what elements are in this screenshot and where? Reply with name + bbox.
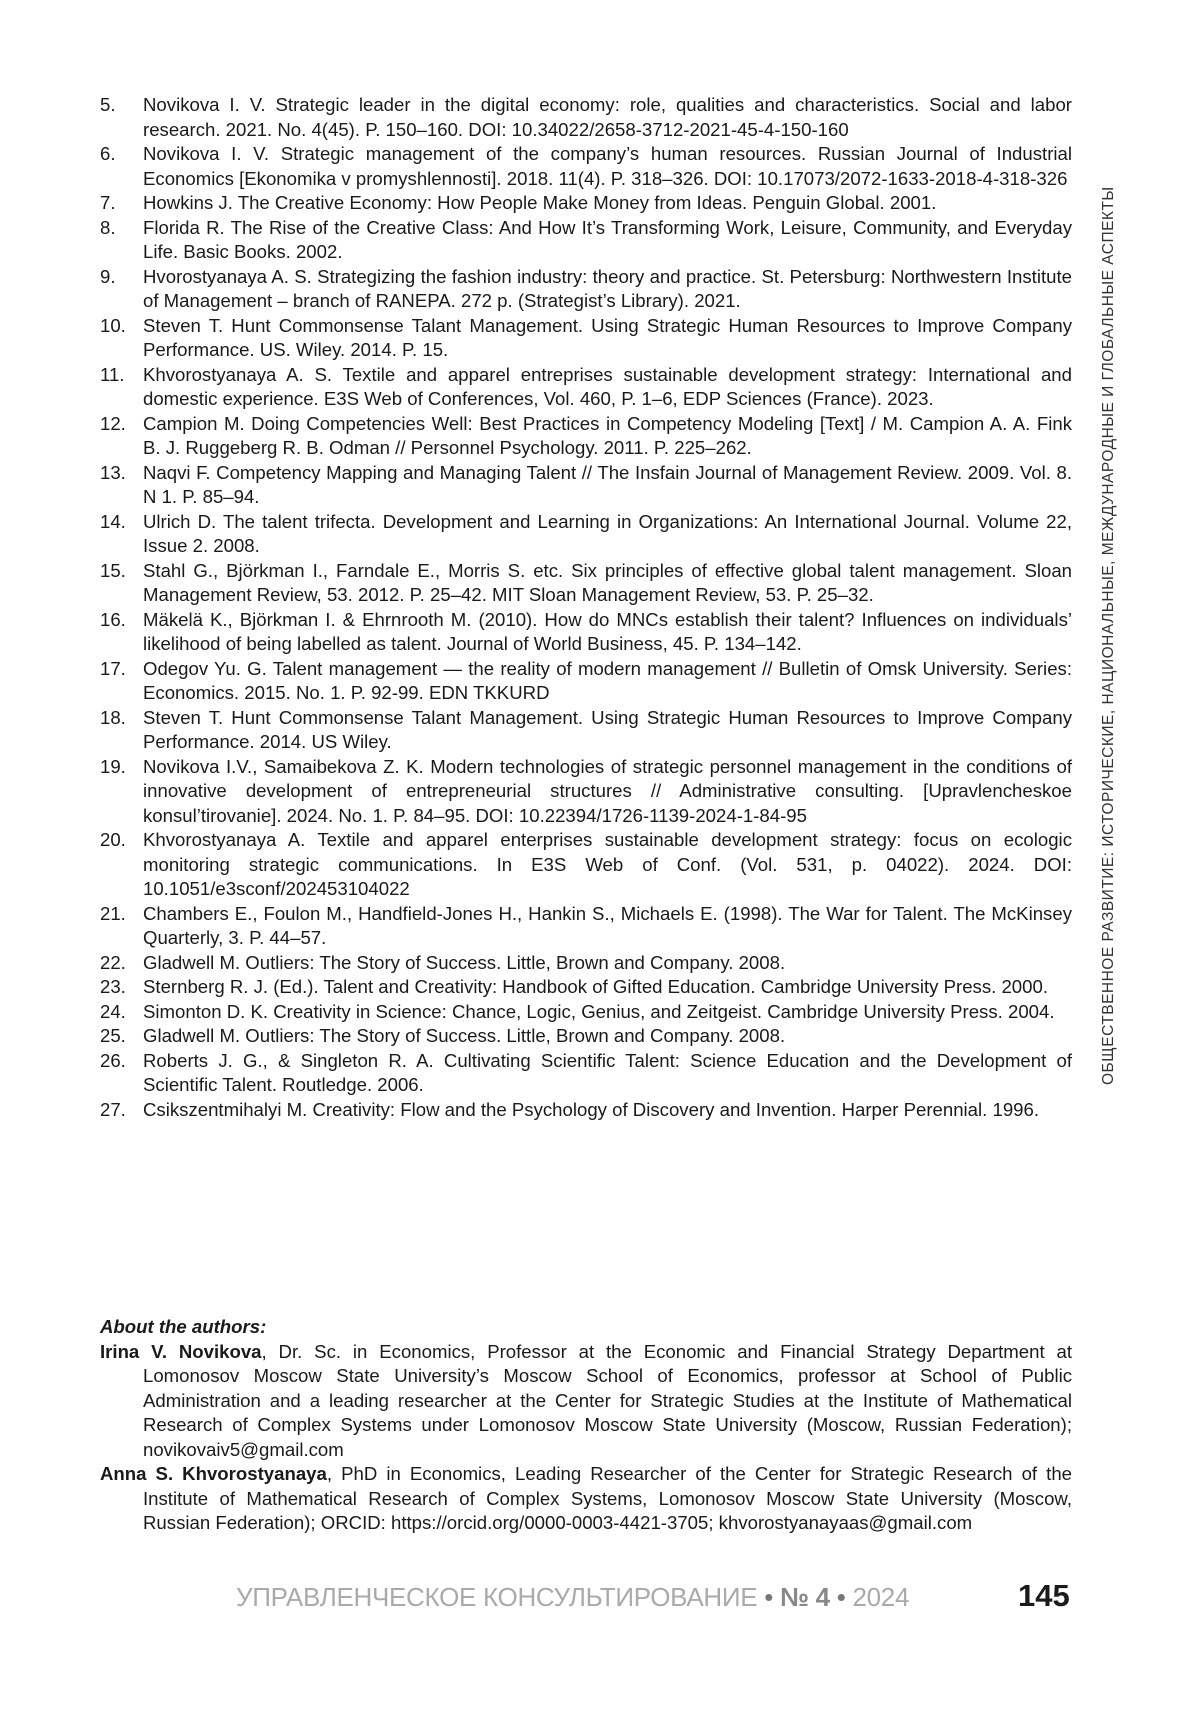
reference-item bbox=[100, 975, 1072, 1000]
reference-text: Ulrich D. The talent trifecta. Development and Learning in Organizations: An International Journal. Volume 22, Issue 2. 2008. bbox=[143, 510, 1072, 556]
reference-item bbox=[100, 265, 1072, 314]
reference-number: 24. bbox=[100, 1000, 126, 1022]
footer-separator: • bbox=[836, 1582, 846, 1612]
reference-item bbox=[100, 951, 1072, 976]
journal-footer bbox=[236, 1582, 909, 1613]
reference-item bbox=[100, 363, 1072, 412]
reference-number: 20. bbox=[100, 829, 126, 850]
reference-text: Roberts J. G., & Singleton R. A. Cultivating Scientific Talent: Science Education and the Development of Scientific Talent. Routledge. 2006. bbox=[143, 1049, 1072, 1095]
reference-number: 18. bbox=[100, 706, 126, 728]
reference-text: Steven T. Hunt Commonsense Talant Management. Using Strategic Human Resources to Improve Company Performance. US. Wiley. 2014. P. 15. bbox=[143, 314, 1072, 360]
reference-item bbox=[100, 314, 1072, 363]
reference-number: 23. bbox=[100, 976, 126, 997]
reference-item bbox=[100, 93, 1072, 142]
about-title: About the authors: bbox=[100, 1316, 267, 1337]
reference-item bbox=[100, 1098, 1072, 1123]
reference-item bbox=[100, 608, 1072, 657]
reference-text: Odegov Yu. G. Talent management — the reality of modern management // Bulletin of Omsk University. Series: Economics. 2015. No. 1. P. 92-99. EDN TKKURD bbox=[143, 657, 1072, 703]
reference-number: 21. bbox=[100, 902, 126, 924]
reference-text: Gladwell M. Outliers: The Story of Success. Little, Brown and Company. 2008. bbox=[143, 951, 786, 973]
reference-number: 10. bbox=[100, 314, 126, 336]
author-bio: , Dr. Sc. in Economics, Professor at the Economic and Financial Strategy Department at Lomonosov Moscow State University’s Moscow School of Economics, professor at School of Public Administration and a leading researcher at the Center for Strategic Studies at the Institute of Mathematical Research of Complex Systems under Lomonosov Moscow State University (Moscow, Russian Federation); novikovaiv5@gmail.com bbox=[143, 1340, 1072, 1460]
reference-text: Simonton D. K. Creativity in Science: Chance, Logic, Genius, and Zeitgeist. Cambridge University Press. 2004. bbox=[143, 1000, 1055, 1022]
reference-number: 5. bbox=[100, 94, 116, 115]
author-entry bbox=[100, 1340, 1072, 1463]
reference-item bbox=[100, 412, 1072, 461]
reference-item bbox=[100, 706, 1072, 755]
reference-item bbox=[100, 191, 1072, 216]
reference-item bbox=[100, 216, 1072, 265]
reference-item bbox=[100, 755, 1072, 829]
issue-number: № 4 bbox=[780, 1582, 830, 1612]
page-number: 145 bbox=[1018, 1578, 1070, 1613]
reference-text: Mäkelä K., Björkman I. & Ehrnrooth M. (2010). How do MNCs establish their talent? Influences on individuals’ likelihood of being labelled as talent. Journal of World Business, 45. P. 134–142. bbox=[143, 608, 1072, 654]
reference-text: Gladwell M. Outliers: The Story of Success. Little, Brown and Company. 2008. bbox=[143, 1025, 786, 1046]
reference-item bbox=[100, 461, 1072, 510]
reference-item bbox=[100, 1049, 1072, 1098]
reference-list bbox=[100, 93, 1072, 1122]
reference-text: Novikova I.V., Samaibekova Z. K. Modern technologies of strategic personnel management in the conditions of innovative development of entrepreneurial structures // Administrative consulting. [Upravlencheskoe konsul’tirovanie]. 2024. No. 1. P. 84–95. DOI: 10.22394/1726-1139-2024-1-84-95 bbox=[143, 755, 1072, 826]
reference-text: Hvorostyanaya A. S. Strategizing the fashion industry: theory and practice. St. Petersburg: Northwestern Institute of Management – branch of RANEPA. 272 p. (Strategist’s Library). 2021. bbox=[143, 265, 1072, 311]
reference-text: Howkins J. The Creative Economy: How People Make Money from Ideas. Penguin Global. 2001. bbox=[143, 192, 937, 213]
reference-item bbox=[100, 1000, 1072, 1025]
author-entry bbox=[100, 1462, 1072, 1536]
footer-separator: • bbox=[764, 1582, 774, 1612]
reference-text: Novikova I. V. Strategic management of the company’s human resources. Russian Journal of Industrial Economics [Ekonomika v promyshlennosti]. 2018. 11(4). P. 318–326. DOI: 10.17073/2072-1633-2018-4-318-326 bbox=[143, 143, 1072, 189]
about-authors bbox=[100, 1315, 1072, 1536]
reference-number: 16. bbox=[100, 608, 126, 630]
author-bio: , PhD in Economics, Leading Researcher of the Center for Strategic Research of the Institute of Mathematical Research of Complex Systems, Lomonosov Moscow State University (Moscow, Russian Federation); ORCID: https://orcid.org/0000-0003-4421-3705; khvorostyanayaas@gmail.com bbox=[143, 1463, 1073, 1533]
reference-text: Novikova I. V. Strategic leader in the digital economy: role, qualities and characteristics. Social and labor research. 2021. No. 4(45). P. 150–160. DOI: 10.34022/2658-3712-2021-45-4-150-160 bbox=[143, 94, 1072, 140]
reference-number: 17. bbox=[100, 657, 126, 679]
reference-number: 12. bbox=[100, 412, 126, 434]
reference-text: Steven T. Hunt Commonsense Talant Management. Using Strategic Human Resources to Improve Company Performance. 2014. US Wiley. bbox=[143, 706, 1072, 752]
reference-item bbox=[100, 657, 1072, 706]
reference-item bbox=[100, 828, 1072, 902]
reference-number: 9. bbox=[100, 265, 116, 287]
author-name: Irina V. Novikova bbox=[100, 1340, 262, 1362]
section-title-vertical: ОБЩЕСТВЕННОЕ РАЗВИТИЕ: ИСТОРИЧЕСКИЕ, НАЦИОНАЛЬНЫЕ, МЕЖДУНАРОДНЫЕ И ГЛОБАЛЬНЫЕ АСПЕКТЫ bbox=[1100, 186, 1117, 1085]
reference-number: 15. bbox=[100, 559, 126, 581]
reference-number: 13. bbox=[100, 461, 126, 483]
reference-text: Stahl G., Björkman I., Farndale E., Morris S. etc. Six principles of effective global talent management. Sloan Management Review, 53. 2012. P. 25–42. MIT Sloan Management Review, 53. P. 25–32. bbox=[143, 559, 1072, 605]
reference-text: Chambers E., Foulon M., Handfield-Jones H., Hankin S., Michaels E. (1998). The War for Talent. The McKinsey Quarterly, 3. P. 44–57. bbox=[143, 902, 1072, 948]
reference-number: 25. bbox=[100, 1025, 126, 1046]
reference-number: 8. bbox=[100, 216, 116, 238]
reference-text: Florida R. The Rise of the Creative Class: And How It’s Transforming Work, Leisure, Community, and Everyday Life. Basic Books. 2002. bbox=[143, 216, 1072, 262]
reference-item bbox=[100, 1024, 1072, 1049]
reference-number: 14. bbox=[100, 510, 126, 532]
reference-text: Csikszentmihalyi M. Creativity: Flow and the Psychology of Discovery and Invention. Harper Perennial. 1996. bbox=[143, 1098, 1040, 1120]
reference-number: 7. bbox=[100, 192, 116, 213]
reference-item bbox=[100, 510, 1072, 559]
reference-number: 22. bbox=[100, 951, 126, 973]
reference-text: Sternberg R. J. (Ed.). Talent and Creativity: Handbook of Gifted Education. Cambridge University Press. 2000. bbox=[143, 976, 1048, 997]
reference-number: 11. bbox=[100, 363, 125, 385]
reference-number: 27. bbox=[100, 1098, 126, 1120]
reference-text: Naqvi F. Competency Mapping and Managing Talent // The Insfain Journal of Management Review. 2009. Vol. 8. N 1. P. 85–94. bbox=[143, 461, 1072, 507]
reference-text: Khvorostyanaya A. S. Textile and apparel entreprises sustainable development strategy: International and domestic experience. E3S Web of Conferences, Vol. 460, P. 1–6, EDP Sciences (France). 2023. bbox=[143, 363, 1072, 409]
journal-name: УПРАВЛЕНЧЕСКОЕ КОНСУЛЬТИРОВАНИЕ bbox=[236, 1582, 758, 1612]
reference-item bbox=[100, 142, 1072, 191]
issue-year: 2024 bbox=[852, 1582, 910, 1612]
author-name: Anna S. Khvorostyanaya bbox=[100, 1463, 327, 1484]
reference-number: 19. bbox=[100, 755, 126, 777]
reference-item bbox=[100, 559, 1072, 608]
reference-item bbox=[100, 902, 1072, 951]
reference-text: Campion M. Doing Competencies Well: Best Practices in Competency Modeling [Text] / M. Campion A. A. Fink B. J. Ruggeberg R. B. Odman // Personnel Psychology. 2011. P. 225–262. bbox=[143, 412, 1072, 458]
reference-text: Khvorostyanaya A. Textile and apparel enterprises sustainable development strategy: focus on ecologic monitoring strategic communications. In E3S Web of Conf. (Vol. 531, p. 04022). 2024. DOI: 10.1051/e3sconf/202453104022 bbox=[143, 829, 1072, 899]
reference-number: 6. bbox=[100, 143, 116, 164]
reference-number: 26. bbox=[100, 1049, 126, 1071]
